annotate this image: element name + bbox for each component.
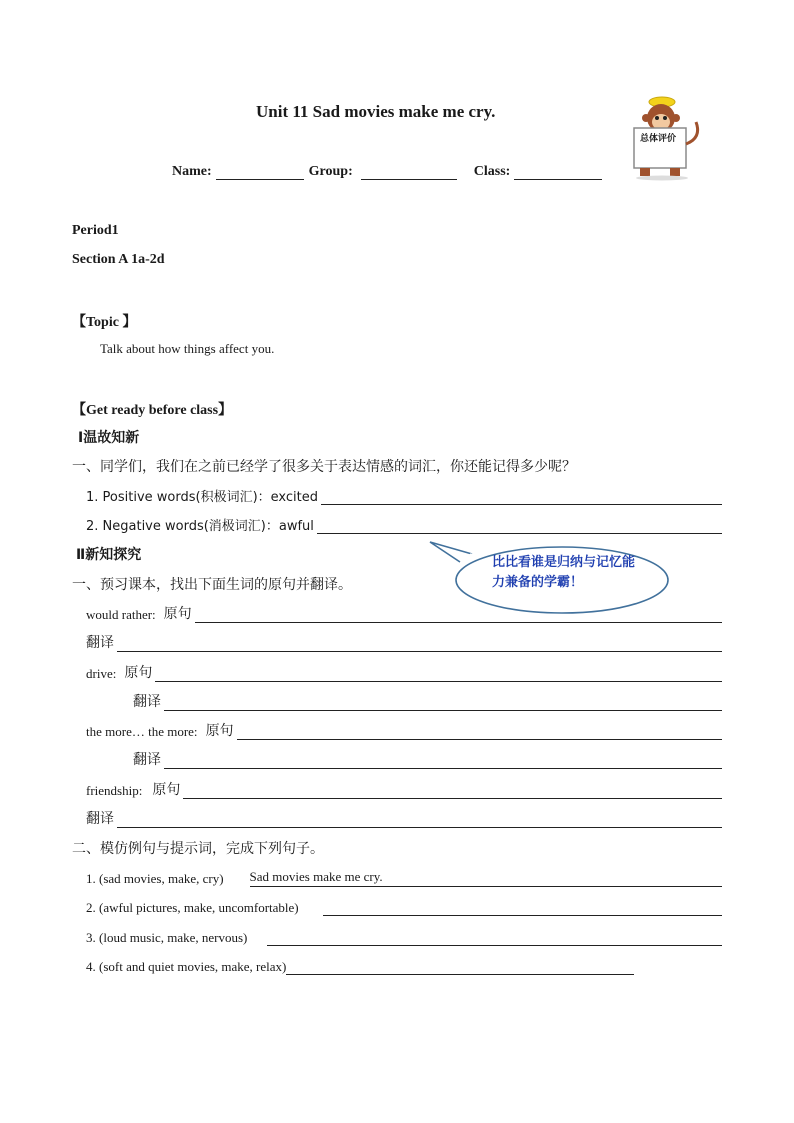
class-label: Class: <box>473 164 511 179</box>
vocab-word: friendship: <box>86 783 143 798</box>
review-question: 一、同学们，我们在之前已经学了很多关于表达情感的词汇，你还能记得多少呢？ <box>72 459 576 475</box>
practice-prompt: 3. (loud music, make, nervous) <box>86 930 248 945</box>
answer-line[interactable] <box>237 724 722 740</box>
positive-words-row <box>86 485 722 505</box>
answer-line[interactable] <box>183 783 722 799</box>
answer-line[interactable] <box>164 695 722 711</box>
answer-line[interactable] <box>195 607 722 623</box>
speech-bubble-text: 比比看谁是归纳与记忆能力兼备的学霸！ <box>492 555 636 590</box>
source-sentence-label: 原句 <box>124 665 153 681</box>
translation-label: 翻译 <box>133 752 161 768</box>
group-field[interactable] <box>361 166 457 180</box>
translation-label: 翻译 <box>86 635 114 651</box>
topic-text: Talk about how things affect you. <box>100 341 275 356</box>
review-title: Ⅰ温故知新 <box>78 430 140 446</box>
page-title: Unit 11 Sad movies make me cry. <box>256 102 496 121</box>
negative-words-label: 2. Negative words(消极词汇)：awful <box>86 519 314 534</box>
practice-row-4 <box>86 955 634 975</box>
vocab-word: the more… the more: <box>86 724 198 739</box>
translation-label: 翻译 <box>86 811 114 827</box>
positive-words-answer-line[interactable] <box>321 489 722 505</box>
translation-row <box>133 691 722 711</box>
class-field[interactable] <box>514 166 602 180</box>
source-sentence-label: 原句 <box>152 782 181 798</box>
name-label: Name: <box>172 164 212 179</box>
practice-heading: 二、模仿例句与提示词，完成下列句子。 <box>72 841 324 857</box>
get-ready-heading: 【Get ready before class】 <box>72 403 233 418</box>
answer-line[interactable] <box>286 959 634 975</box>
vocab-row-would-rather <box>86 603 722 623</box>
section-label: Section A 1a-2d <box>72 252 165 267</box>
translation-row <box>86 632 722 652</box>
student-info-row <box>172 164 602 180</box>
translation-row <box>133 749 722 769</box>
example-answer-line <box>250 869 722 887</box>
group-label: Group: <box>308 164 353 179</box>
source-sentence-label: 原句 <box>163 606 192 622</box>
vocab-row-the-more <box>86 720 722 740</box>
vocab-word: would rather: <box>86 607 156 622</box>
explore-title: Ⅱ新知探究 <box>76 547 142 563</box>
negative-words-answer-line[interactable] <box>317 518 722 534</box>
practice-row-2 <box>86 896 722 916</box>
vocab-row-drive <box>86 662 722 682</box>
answer-line[interactable] <box>117 636 722 652</box>
answer-line[interactable] <box>117 812 722 828</box>
vocab-word: drive: <box>86 666 117 681</box>
source-sentence-label: 原句 <box>205 723 234 739</box>
translation-label: 翻译 <box>133 694 161 710</box>
answer-line[interactable] <box>155 666 722 682</box>
answer-line[interactable] <box>164 753 722 769</box>
name-field[interactable] <box>216 166 304 180</box>
vocab-row-friendship <box>86 779 722 799</box>
practice-row-1 <box>86 867 722 887</box>
practice-prompt: 4. (soft and quiet movies, make, relax) <box>86 959 287 974</box>
period-label: Period1 <box>72 223 119 238</box>
answer-line[interactable] <box>323 900 722 916</box>
explore-question: 一、预习课本，找出下面生词的原句并翻译。 <box>72 577 352 593</box>
example-answer: Sad movies make me cry. <box>249 869 383 884</box>
negative-words-row <box>86 514 722 534</box>
practice-row-3 <box>86 926 722 946</box>
badge-label: 总体评价 <box>640 134 677 144</box>
practice-prompt: 1. (sad movies, make, cry) <box>86 871 224 886</box>
topic-heading: 【Topic 】 <box>72 315 137 330</box>
translation-row <box>86 808 722 828</box>
positive-words-label: 1. Positive words(积极词汇)：excited <box>86 490 318 505</box>
answer-line[interactable] <box>267 930 722 946</box>
practice-prompt: 2. (awful pictures, make, uncomfortable) <box>86 900 299 915</box>
